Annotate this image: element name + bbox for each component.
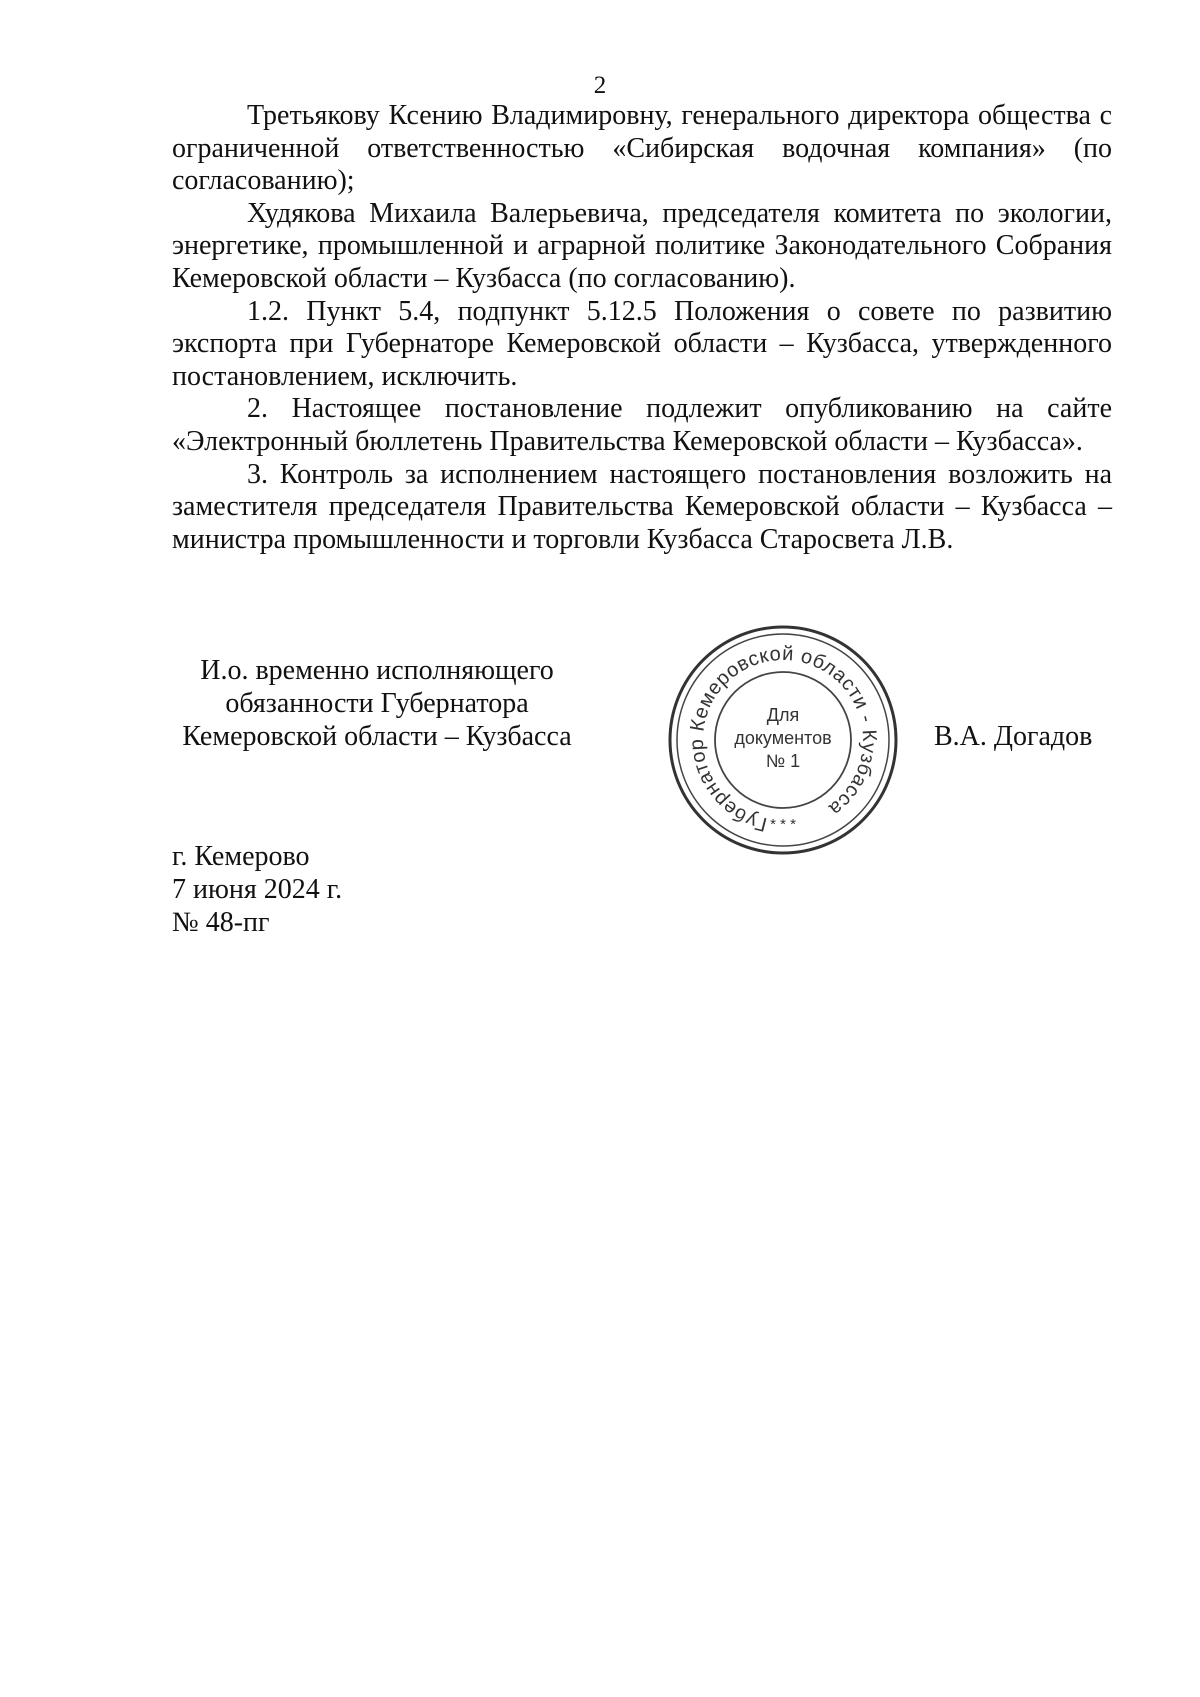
document-city: г. Кемерово [172, 841, 310, 872]
document-date: 7 июня 2024 г. [172, 874, 343, 905]
seal-center-line: № 1 [765, 751, 801, 771]
document-body [172, 100, 1112, 556]
signatory-position-line: Кемеровской области – Кузбасса [182, 721, 572, 752]
paragraph-item-3: 3. Контроль за исполнением настоящего постановления возложить на заместителя председателя Правительства Кемеровской области – Кузбасса – министра промышленности и торговли Кузбасса Старосвета Л.В. [172, 458, 1112, 555]
signatory-name: В.А. Догадов [934, 721, 1093, 752]
paragraph-tretyakova: Третьякову Ксению Владимировну, генерального директора общества с ограниченной ответственностью «Сибирская водочная компания» (по согласованию); [172, 100, 1112, 197]
paragraph-item-1-2: 1.2. Пункт 5.4, подпункт 5.12.5 Положения о совете по развитию экспорта при Губернаторе Кемеровской области – Кузбасса, утвержденного постановлением, исключить. [172, 295, 1112, 392]
signatory-position [172, 654, 582, 753]
paragraph-item-2: 2. Настоящее постановление подлежит опубликованию на сайте «Электронный бюллетень Правительства Кемеровской области – Кузбасса». [172, 393, 1112, 457]
seal-center-line: Для [766, 705, 800, 725]
document-number: № 48-пг [172, 907, 270, 938]
paragraph-khudyakov: Худякова Михаила Валерьевича, председателя комитета по экологии, энергетике, промышленной и аграрной политике Законодательного Собрания Кемеровской области – Кузбасса (по согласованию). [172, 197, 1112, 294]
page-number: 2 [593, 72, 607, 99]
document-requisites [172, 840, 342, 939]
seal-center-line: документов [734, 728, 832, 748]
official-seal [663, 620, 903, 860]
seal-ring-text: Губернатор Кемеровской области - Кузбасса [685, 642, 881, 836]
signatory-position-line: И.о. временно исполняющего [200, 655, 554, 686]
seal-stars: * * * [770, 816, 796, 833]
signatory-position-line: обязанности Губернатора [225, 688, 529, 719]
